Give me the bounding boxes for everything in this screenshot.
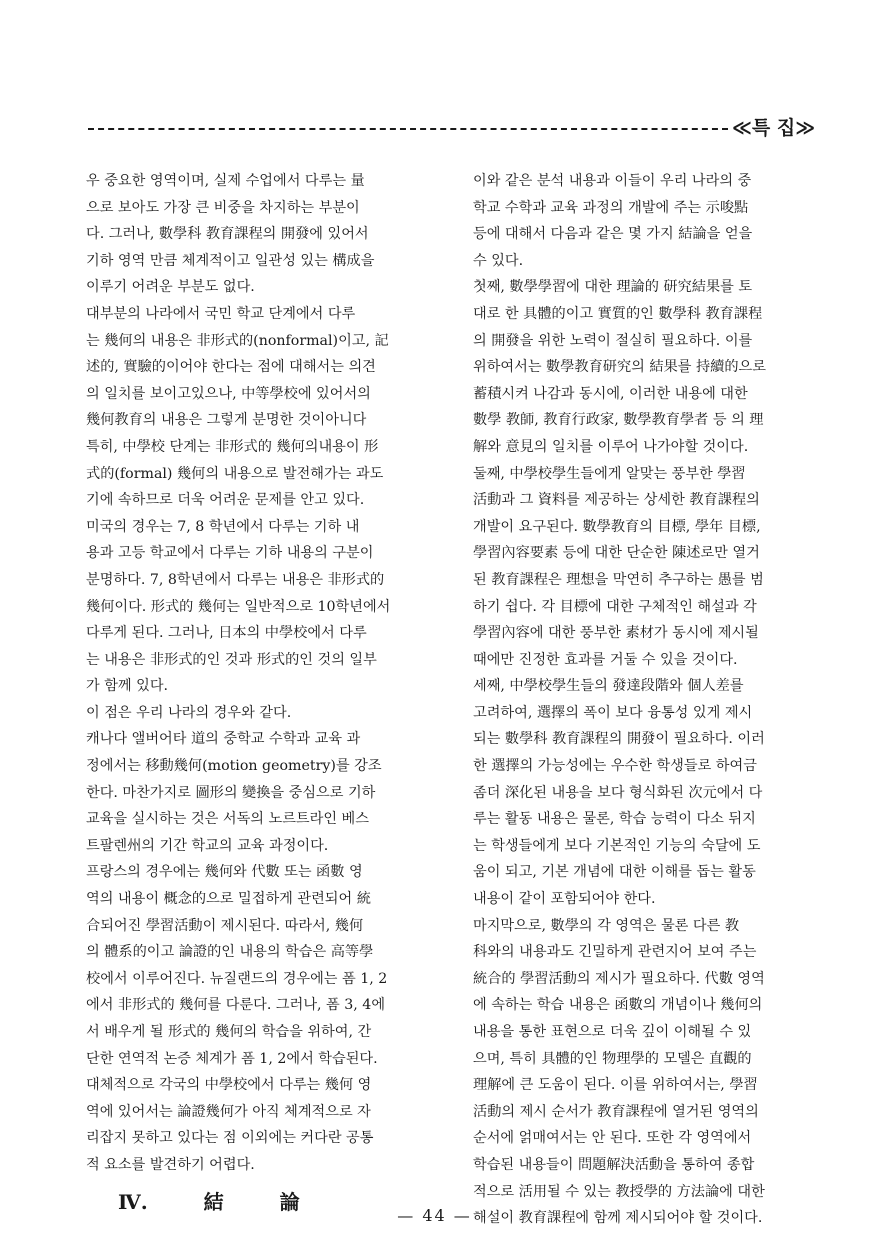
text-line: 기에 속하므로 더욱 어려운 문제를 안고 있다. bbox=[86, 492, 365, 509]
text-line: 가 함께 있다. bbox=[86, 678, 169, 695]
text-line: 우 중요한 영역이며, 실제 수업에서 다루는 量 bbox=[86, 173, 365, 189]
text-line: 으로 보아도 가장 큰 비중을 차지하는 부분이 bbox=[86, 199, 360, 216]
text-line: 述的, 實驗的이어야 한다는 점에 대해서는 의견 bbox=[86, 359, 376, 376]
text-line: 이와 같은 분석 내용과 이들이 우리 나라의 중 bbox=[473, 173, 752, 189]
text-line: 서 배우게 될 形式的 幾何의 학습을 위하여, 간 bbox=[86, 1024, 372, 1040]
text-line: 분명하다. 7, 8학년에서 다루는 내용은 非形式的 bbox=[86, 571, 385, 588]
left-column bbox=[86, 168, 442, 1215]
text-line: 의 일치를 보이고있으나, 中等學校에 있어서의 bbox=[86, 385, 371, 402]
text-line: 움이 되고, 기본 개념에 대한 이해를 돕는 활동 bbox=[473, 864, 756, 881]
text-line: 세째, 中學校學生들의 發達段階와 個人差를 bbox=[473, 678, 744, 695]
text-line: 式的(formal) 幾何의 내용으로 발전해가는 과도 bbox=[86, 465, 384, 482]
text-line: 해설이 教育課程에 함께 제시되어야 할 것이다. bbox=[473, 1210, 763, 1227]
text-line: 내용이 같이 포함되어야 한다. bbox=[473, 891, 656, 908]
paragraph bbox=[86, 700, 442, 727]
text-line: 다루게 된다. 그러나, 日本의 中學校에서 다루 bbox=[86, 625, 367, 642]
text-line: 하기 쉽다. 각 目標에 대한 구체적인 해설과 각 bbox=[473, 598, 757, 615]
text-line: 에 속하는 학습 내용은 函數의 개념이나 幾何의 bbox=[473, 997, 763, 1014]
text-line: 트팔렌州의 기간 학교의 교육 과정이다. bbox=[86, 837, 329, 854]
text-line: 學習內容要素 등에 대한 단순한 陳述로만 열거 bbox=[473, 545, 760, 562]
text-line: 活動과 그 資料를 제공하는 상세한 教育課程의 bbox=[473, 492, 760, 509]
text-line: 개발이 요구된다. 數學教育의 目標, 學年 目標, bbox=[473, 518, 761, 535]
text-line: 마지막으로, 數學의 각 영역은 물론 다른 教 bbox=[473, 917, 740, 934]
text-line: 된 教育課程은 理想을 막연히 추구하는 愚를 범 bbox=[473, 571, 764, 588]
text-line: 는 幾何의 내용은 非形式的(nonformal)이고, 記 bbox=[86, 332, 389, 349]
paragraph bbox=[473, 673, 829, 912]
text-line: 으며, 특히 具體的인 物理學的 모델은 直觀的 bbox=[473, 1050, 752, 1067]
text-line: 대체적으로 각국의 中學校에서 다루는 幾何 영 bbox=[86, 1077, 372, 1094]
text-line: 대부분의 나라에서 국민 학교 단계에서 다루 bbox=[86, 305, 356, 322]
text-line: 정에서는 移動幾何(motion geometry)를 강조 bbox=[86, 758, 382, 775]
heading-numeral: Ⅳ. bbox=[118, 1189, 148, 1214]
text-line: 리잡지 못하고 있다는 점 이외에는 커다란 공통 bbox=[86, 1130, 374, 1147]
text-line: 학습된 내용들이 問題解決活動을 통하여 종합 bbox=[473, 1156, 755, 1173]
text-line: 프랑스의 경우에는 幾何와 代數 또는 函數 영 bbox=[86, 864, 363, 881]
text-line: 위하여서는 數學教育研究의 結果를 持續的으로 bbox=[473, 359, 766, 376]
text-line: 活動의 제시 순서가 教育課程에 열거된 영역의 bbox=[473, 1103, 759, 1120]
paragraph bbox=[473, 461, 829, 674]
text-line: 때에만 진정한 효과를 거둘 수 있을 것이다. bbox=[473, 651, 738, 668]
text-line: 의 體系的이고 論證的인 내용의 학습은 高等學 bbox=[86, 944, 374, 961]
text-line: 한다. 마찬가지로 圖形의 變換을 중심으로 기하 bbox=[86, 784, 376, 801]
text-line: 科와의 내용과도 긴밀하게 관련지어 보여 주는 bbox=[473, 944, 757, 961]
text-line: 다. 그러나, 數學科 教育課程의 開發에 있어서 bbox=[86, 226, 369, 243]
paragraph bbox=[86, 301, 442, 514]
text-line: 기하 영역 만큼 체계적이고 일관성 있는 構成을 bbox=[86, 252, 375, 269]
heading-word: 結 bbox=[203, 1189, 224, 1214]
text-line: 되는 數學科 教育課程의 開發이 필요하다. 이러 bbox=[473, 731, 765, 748]
paragraph bbox=[86, 726, 442, 859]
paragraph bbox=[473, 913, 829, 1232]
paragraph bbox=[86, 859, 442, 1072]
text-line: 는 학생들에게 보다 기본적인 기능의 숙달에 도 bbox=[473, 837, 761, 854]
heading-word: 論 bbox=[279, 1189, 300, 1214]
text-line: 學習內容에 대한 풍부한 素材가 동시에 제시될 bbox=[473, 625, 759, 642]
paragraph bbox=[86, 1072, 442, 1178]
text-line: 의 開發을 위한 노력이 절실히 필요하다. 이를 bbox=[473, 332, 753, 349]
text-line: 내용을 통한 표현으로 더욱 깊이 이해될 수 있 bbox=[473, 1024, 752, 1040]
section-tag: ≪특 집≫ bbox=[732, 117, 816, 139]
text-line: 한 選擇의 가능성에는 우수한 학생들로 하여금 bbox=[473, 758, 757, 775]
text-line: 둘째, 中學校學生들에게 알맞는 풍부한 學習 bbox=[473, 465, 746, 482]
text-line: 캐나다 앨버어타 道의 중학교 수학과 교육 과 bbox=[86, 731, 361, 748]
text-line: 학교 수학과 교육 과정의 개발에 주는 示唆點 bbox=[473, 199, 749, 216]
text-line: 첫째, 數學學習에 대한 理論的 研究結果를 토 bbox=[473, 279, 753, 296]
header-dashed-rule bbox=[88, 128, 728, 130]
text-line: 數學 教師, 教育行政家, 數學教育學者 등 의 理 bbox=[473, 412, 764, 429]
text-line: 순서에 얽매여서는 안 된다. 또한 각 영역에서 bbox=[473, 1130, 752, 1147]
right-column bbox=[473, 168, 829, 1232]
paragraph bbox=[86, 514, 442, 700]
text-line: 이루기 어려운 부분도 없다. bbox=[86, 279, 255, 296]
text-line: 미국의 경우는 7, 8 학년에서 다루는 기하 내 bbox=[86, 518, 360, 535]
text-line: 역의 내용이 概念的으로 밀접하게 관련되어 統 bbox=[86, 891, 371, 908]
page-number: — 44 — bbox=[397, 1206, 472, 1225]
text-line: 理解에 큰 도움이 된다. 이를 위하여서는, 學習 bbox=[473, 1077, 758, 1094]
paragraph bbox=[473, 274, 829, 460]
text-line: 적 요소를 발견하기 어렵다. bbox=[86, 1156, 255, 1173]
text-line: 解와 意見의 일치를 이루어 나가야할 것이다. bbox=[473, 438, 749, 455]
text-line: 이 점은 우리 나라의 경우와 같다. bbox=[86, 704, 292, 721]
text-line: 合되어진 學習活動이 제시된다. 따라서, 幾何 bbox=[86, 917, 364, 934]
text-line: 統合的 學習活動의 제시가 필요하다. 代數 영역 bbox=[473, 970, 765, 987]
text-line: 에서 非形式的 幾何를 다룬다. 그러나, 폼 3, 4에 bbox=[86, 997, 386, 1014]
text-line: 등에 대해서 다음과 같은 몇 가지 結論을 얻을 bbox=[473, 226, 753, 243]
text-line: 는 내용은 非形式的인 것과 形式的인 것의 일부 bbox=[86, 651, 377, 668]
text-line: 루는 활동 내용은 물론, 학습 능력이 다소 뒤지 bbox=[473, 811, 756, 828]
text-line: 校에서 이루어진다. 뉴질랜드의 경우에는 폼 1, 2 bbox=[86, 970, 388, 987]
text-line: 용과 고등 학교에서 다루는 기하 내용의 구분이 bbox=[86, 545, 374, 562]
text-line: 적으로 活用될 수 있는 教授學的 方法論에 대한 bbox=[473, 1183, 765, 1200]
text-line: 幾何教育의 내용은 그렇게 분명한 것이아니다 bbox=[86, 412, 367, 429]
text-line: 역에 있어서는 論證幾何가 아직 체계적으로 자 bbox=[86, 1103, 371, 1120]
paragraph bbox=[86, 168, 442, 301]
text-line: 수 있다. bbox=[473, 252, 524, 269]
text-line: 특히, 中學校 단계는 非形式的 幾何의내용이 形 bbox=[86, 438, 379, 455]
text-line: 蓄積시켜 나감과 동시에, 이러한 내용에 대한 bbox=[473, 385, 748, 402]
text-line: 단한 연역적 논증 체계가 폼 1, 2에서 학습된다. bbox=[86, 1050, 378, 1067]
text-line: 교육을 실시하는 것은 서독의 노르트라인 베스 bbox=[86, 811, 369, 828]
text-line: 좀더 深化된 내용을 보다 형식화된 次元에서 다 bbox=[473, 784, 763, 801]
text-line: 대로 한 具體的이고 實質的인 數學科 教育課程 bbox=[473, 305, 763, 322]
paragraph bbox=[473, 168, 829, 274]
text-line: 幾何이다. 形式的 幾何는 일반적으로 10학년에서 bbox=[86, 598, 391, 615]
text-line: 고려하여, 選擇의 폭이 보다 융통성 있게 제시 bbox=[473, 704, 753, 721]
